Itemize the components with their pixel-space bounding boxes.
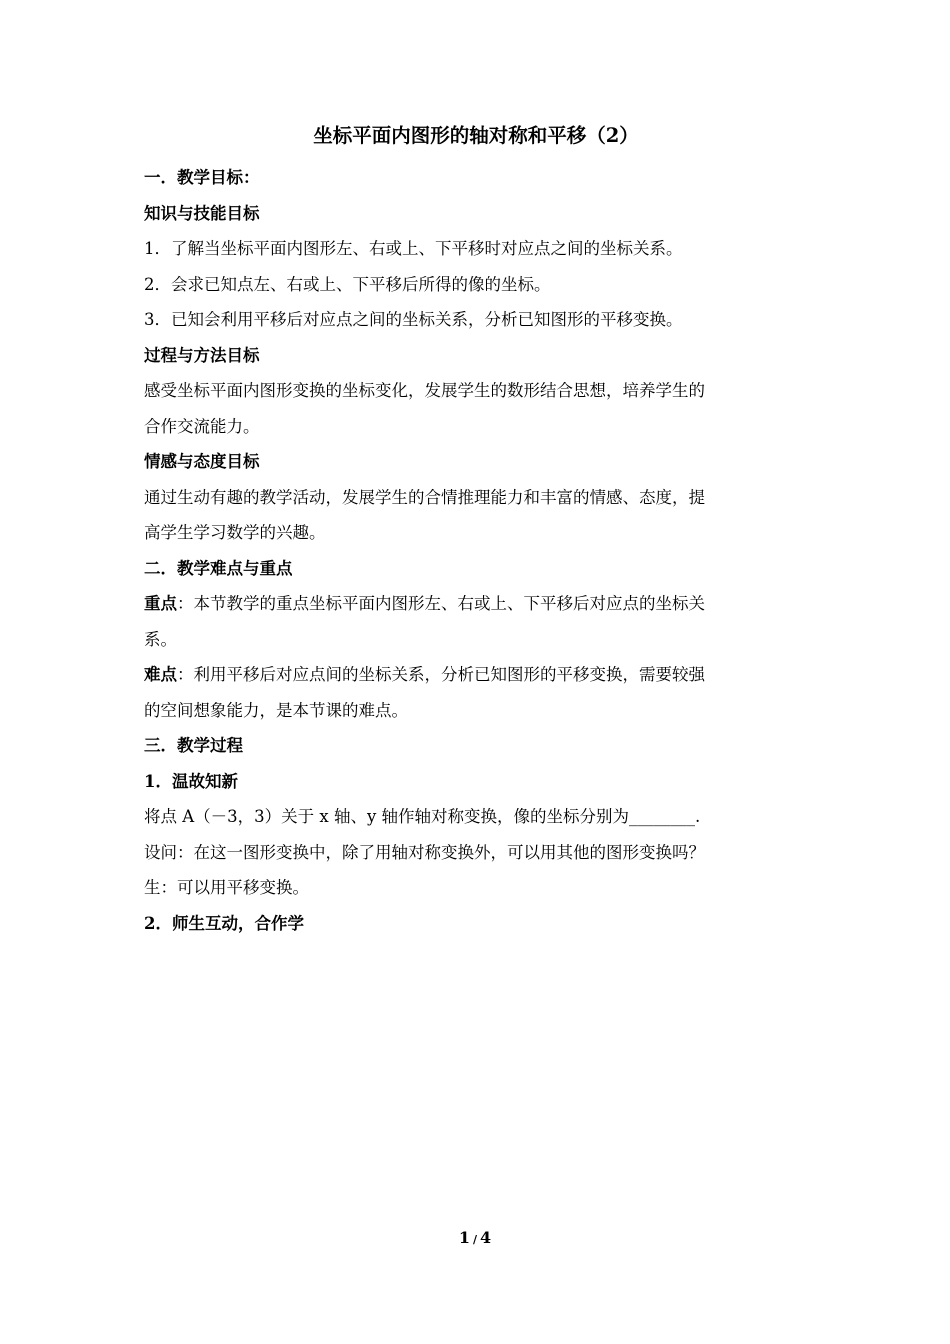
- emotion-attitude-text-line-2: 高学生学习数学的兴趣。: [144, 523, 326, 542]
- process-method-text-line-2: 合作交流能力。: [144, 416, 260, 436]
- difficult-point-line-1: [144, 657, 808, 693]
- process-method-text-line-1: 感受坐标平面内图形变换的坐标变化，发展学生的数形结合思想，培养学生的: [144, 381, 705, 400]
- page-separator: /: [472, 1233, 478, 1246]
- page-total: 4: [480, 1228, 492, 1247]
- subheading-process-method: 过程与方法目标: [144, 345, 260, 365]
- objective-item-1: 1．了解当坐标平面内图形左、右或上、下平移时对应点之间的坐标关系。: [144, 239, 683, 258]
- document-title: 坐标平面内图形的轴对称和平移（2）: [313, 124, 639, 147]
- section-heading-process: 三．教学过程: [144, 736, 243, 755]
- key-point-label: 重点: [144, 594, 177, 613]
- difficult-point-label: 难点: [144, 665, 177, 684]
- difficult-point-line-2: 的空间想象能力，是本节课的难点。: [144, 700, 408, 720]
- key-point-text: ：本节教学的重点坐标平面内图形左、右或上、下平移后对应点的坐标关: [177, 594, 705, 613]
- section-heading-objectives: 一．教学目标：: [144, 168, 260, 187]
- teacher-question: 设问：在这一图形变换中，除了用轴对称变换外，可以用其他的图形变换吗？: [144, 842, 705, 862]
- difficult-point-text: ：利用平移后对应点间的坐标关系，分析已知图形的平移变换，需要较强: [177, 665, 705, 684]
- review-question: 将点 A（－3，3）关于 x 轴、y 轴作轴对称变换，像的坐标分别为________.: [144, 807, 701, 826]
- emotion-attitude-text-line-1: 通过生动有趣的教学活动，发展学生的合情推理能力和丰富的情感、态度，提: [144, 487, 705, 507]
- key-point-line-1: [144, 586, 808, 622]
- subheading-review: 1．温故知新: [144, 771, 238, 791]
- student-answer: 生：可以用平移变换。: [144, 878, 309, 897]
- subheading-knowledge-skills: 知识与技能目标: [144, 203, 260, 223]
- subheading-interaction: 2．师生互动，合作学: [144, 913, 304, 933]
- key-point-line-2: 系。: [144, 629, 177, 649]
- document-page: [144, 118, 808, 941]
- page-number: [0, 1226, 950, 1252]
- objective-item-2: 2．会求已知点左、右或上、下平移后所得的像的坐标。: [144, 274, 551, 294]
- page-current: 1: [458, 1228, 470, 1247]
- subheading-emotion-attitude: 情感与态度目标: [144, 452, 260, 471]
- objective-item-3: 3．已知会利用平移后对应点之间的坐标关系，分析已知图形的平移变换。: [144, 310, 683, 329]
- section-heading-key-difficult: 二．教学难点与重点: [144, 558, 293, 578]
